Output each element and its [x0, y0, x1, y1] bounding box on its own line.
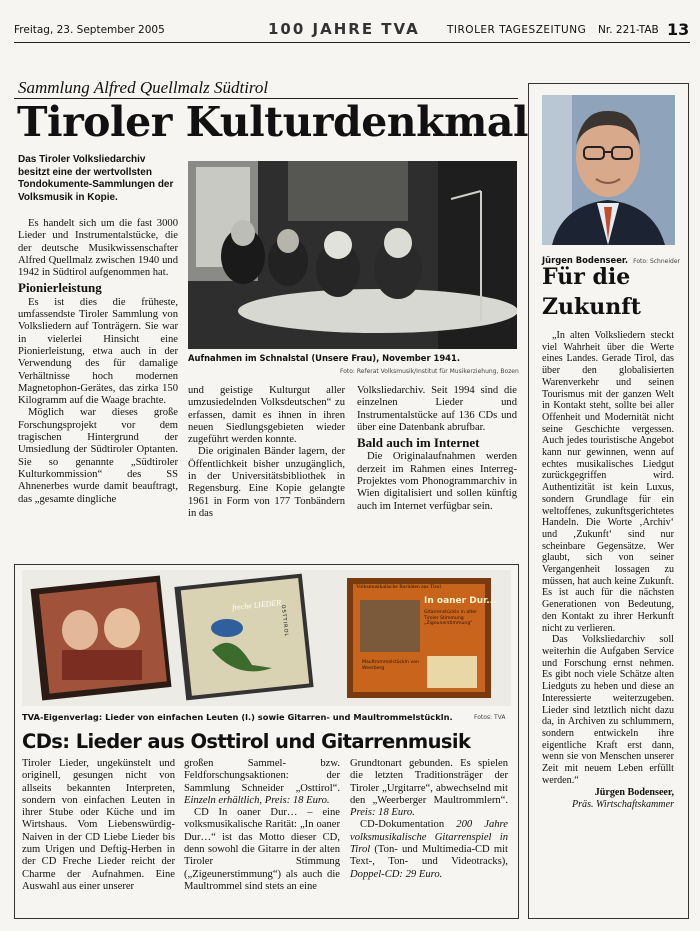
signature-title: Präs. Wirtschaftskammer: [571, 799, 674, 811]
cover3-bottom: Maultrommelstückln von Weerberg: [362, 660, 419, 671]
cd-column-1: [22, 758, 175, 893]
paragraph: „In alten Volksliedern steckt viel Wahrheit über die Werte eines Landes. Gerade Tirol, das über den globalisierten Warenverkehr und seinen Tourismus mit der ganzen Welt in Kontakt steht, sollte bei aller Offenheit und Modernität nicht seine Geschichte vergessen. Auch jedes touristische Angebot kann nur gewinnen, wenn auf echtes musikalisches Liedgut zurückgegriffen wird. Authentizität ist kein Luxus, sondern Grundlage für ein weltoffenes, zukunftsgerichtetes Handeln. Die Worte ‚Archiv‘ und ‚Zukunft‘ sind nur scheinbare Gegensätze. Wer glaubt, sich von seiner Vergangenheit lossagen zu müssen, hat auch keine Zukunft. Es ist auch für die nächsten Generationen von Bedeutung, den Kontakt zu ihrer Herkunft nicht zu verlieren.: [542, 330, 674, 634]
issue-number: Nr. 221-TAB: [598, 24, 659, 36]
portrait-credit: Foto: Schneider: [633, 258, 680, 265]
cd-title: 200 Jahre volksmusikalische Gitarrenspiel in Tirol: [350, 819, 508, 856]
sidebar-headline: Für die Zukunft: [542, 264, 641, 320]
cd-covers-area: [22, 570, 511, 706]
paragraph: CD In oaner Dur… – eine volksmusikalische Rarität: „In oaner Dur…“ ist das Motto dieser CD, denn sowohl die Gitarre in der alten Tiroler Stimmung („Zigeunerstimmung“) als auch die Maultrommel sind stets an eine: [184, 807, 340, 892]
cover2-side: OSTTIROL: [279, 604, 290, 638]
paragraph: Möglich war dieses große Forschungsprojekt vor dem tragischen Hintergrund der Umsiedlung der Südtiroler Optanten. Sie so genannte „Südtiroler Kulturkommission“ des SS Ahnenerbes wurde damit beauftragt, das „gesamte dingliche: [18, 407, 178, 505]
paragraph: Es handelt sich um die fast 3000 Lieder und Instrumentalstücke, die der deutsche Musikwissenschafter Alfred Quellmalz zwischen 1940 und 1942 in Südtirol aufgenommen hat.: [18, 218, 178, 279]
photo-caption: Aufnahmen im Schnalstal (Unsere Frau), November 1941.: [188, 353, 461, 363]
text: (Ton- und Multimedia-CD mit Text-, Ton- und Videotracks),: [350, 844, 508, 868]
paragraph: Die originalen Bänder lagern, der Öffentlichkeit bisher unzugänglich, in der Universitätsbibliothek in Regensburg. Eine Kopie gelangte 1961 in Form von 177 Tonbändern in das: [188, 446, 345, 519]
article-column-1: [18, 218, 178, 506]
paragraph: Die Originalaufnahmen werden derzeit im Rahmen eines Interreg-Projektes vom Phonogrammarchiv in Wien digitalisiert und sollen künftig auch im Internet verfügbar sein.: [357, 451, 517, 512]
paragraph: Das Volksliedarchiv soll weiterhin die Aufgaben Service und Forschung ernst nehmen. Es gibt noch viele Schätze alten Liedguts zu heben und diese an Interessierte weiterzugeben. Lieder sind letztlich nicht dazu da, in Archiven zu schlummern, sondern entwickeln ihre eigentliche Kraft erst dann, wenn sie von Menschen unserer Zeit mit neuem Leben erfüllt werden.“: [542, 634, 674, 786]
newspaper-name: TIROLER TAGESZEITUNG: [447, 24, 587, 36]
cover3-top: Volksmusikalische Raritäten aus Tirol: [356, 584, 441, 590]
cover3-title: In oaner Dur...: [424, 596, 497, 606]
signature-name: Jürgen Bodenseer,: [594, 787, 674, 799]
cover3-desc: Gitarrenstückln in alter Tiroler Stimmung „Zigeunerstimmung“: [424, 610, 477, 627]
price-note: Doppel-CD: 29 Euro.: [350, 868, 443, 880]
portrait-photo: [542, 95, 675, 245]
cd-column-2: [184, 758, 340, 893]
cd-credit: Fotos: TVA: [474, 714, 506, 721]
article-headline: Tiroler Kulturdenkmal: [17, 98, 529, 146]
paragraph: Es ist dies die früheste, umfassendste Tiroler Sammlung von Volksliedern auf Tonträgern. Sie war in vielerlei Hinsicht eine Pionierleistung, etwa auch in der Verwendung des für damalige Verhältnisse hoch modernen Magnetophon-Gerätes, das zirka 150 Kilogramm auf die Waage brachte.: [18, 296, 178, 407]
article-kicker: Sammlung Alfred Quellmalz Südtirol: [18, 78, 269, 97]
cd-headline: CDs: Lieder aus Osttirol und Gitarrenmusik: [22, 730, 471, 753]
issue-date: Freitag, 23. September 2005: [14, 24, 165, 36]
paragraph: [184, 758, 340, 807]
cd-column-3: [350, 758, 508, 881]
paragraph: [350, 758, 508, 819]
paragraph: Volksliedarchiv. Seit 1994 sind die einzelnen Lieder und Instrumentalstücke auf 136 CDs und über eine Datenbank abrufbar.: [357, 385, 517, 433]
article-lead: Das Tiroler Volksliedarchiv besitzt eine der wertvollsten Tondokumente-Sammlungen der Volksmusik in Kopie.: [18, 154, 174, 203]
paragraph: Tiroler Lieder, ungekünstelt und originell, gesungen nicht von allseits bekannten Interpreten, sondern von einfachen Leuten in ihrer Stube oder Küche und im Wirtshaus. Vom Liebenswürdig-Naiven in der CD Liebe Lieder bis zum Urigen und Deftig-Herben in der CD Freche Lieder reicht der Charme der Aufnahmen. Eine Auswahl aus einer unserer: [22, 758, 175, 892]
price-note: Einzeln erhältlich, Preis: 18 Euro.: [184, 794, 330, 806]
price-note: Preis: 18 Euro.: [350, 807, 415, 819]
cd-caption: TVA-Eigenverlag: Lieder von einfachen Leuten (l.) sowie Gitarren- und Maultrommelstückln.: [22, 712, 453, 722]
anniversary-banner: 100 JAHRE TVA: [268, 20, 420, 38]
cd-covers: [22, 570, 511, 706]
archive-recording-photo: [188, 161, 517, 349]
article-photo: [188, 161, 517, 349]
portrait-jurgen-bodenseer: [542, 95, 675, 245]
article-column-3: [357, 385, 517, 513]
paragraph: [350, 819, 508, 880]
sidebar-text: [542, 330, 674, 811]
article-column-2: [188, 385, 345, 520]
photo-credit: Foto: Referat Volksmusik/Institut für Musikerziehung, Bozen: [340, 368, 519, 375]
subheading-pionierleistung: Pionierleistung: [18, 280, 102, 296]
text: Grundtonart gebunden. Es spielen die letzten Traditionsträger der Tiroler „Urgitarre“, abwechselnd mit den „Weerberger Maultrommlern“.: [350, 758, 508, 806]
page-header: [14, 22, 690, 40]
text: CD-Dokumentation: [360, 819, 445, 831]
cover2-title: freche LIEDER: [231, 598, 282, 613]
page-number: 13: [667, 20, 690, 39]
portrait-name: Jürgen Bodenseer.: [542, 255, 628, 265]
header-rule: [14, 42, 690, 43]
text: großen Sammel- bzw. Feldforschungsaktionen: der Sammlung Schneider „Osttirol“.: [184, 758, 340, 794]
paragraph: und geistige Kulturgut aller umzusiedelnden Volksdeutschen“ zu erfassen, damit es ihnen in ihren neuen Siedlungsgebieten wieder zugeführt werden konnte.: [188, 385, 345, 446]
subheading-internet: Bald auch im Internet: [357, 435, 480, 451]
